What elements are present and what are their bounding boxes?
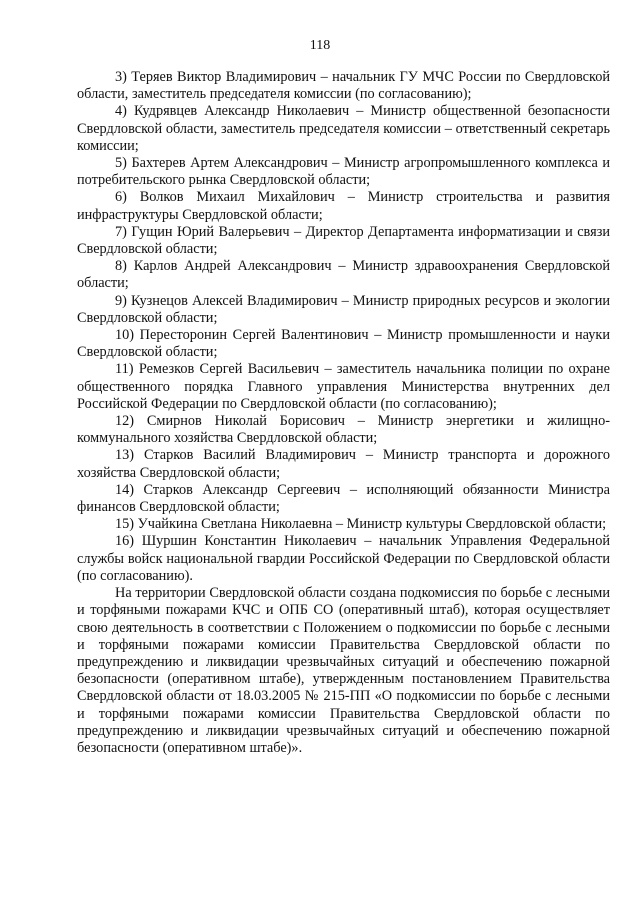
- document-body: [77, 69, 610, 757]
- list-item: 13) Старков Василий Владимирович – Министр транспорта и дорожного хозяйства Свердловской области;: [77, 447, 610, 481]
- list-item: 3) Теряев Виктор Владимирович – начальник ГУ МЧС России по Свердловской области, заместитель председателя комиссии (по согласованию);: [77, 69, 610, 103]
- page-number: 118: [309, 38, 331, 53]
- list-item: 14) Старков Александр Сергеевич – исполняющий обязанности Министра финансов Свердловской области;: [77, 481, 610, 516]
- list-item: 11) Ремезков Сергей Васильевич – заместитель начальника полиции по охране общественного порядка Главного управления Министерства внутренних дел Российской Федерации по Свердловской области (по согласованию);: [77, 361, 610, 412]
- list-item: 15) Учайкина Светлана Николаевна – Министр культуры Свердловской области;: [115, 516, 607, 533]
- list-item: 12) Смирнов Николай Борисович – Министр энергетики и жилищно-коммунального хозяйства Свердловской области;: [77, 413, 610, 447]
- list-item: 6) Волков Михаил Михайлович – Министр строительства и развития инфраструктуры Свердловской области;: [77, 189, 610, 223]
- list-item: 16) Шуршин Константин Николаевич – начальник Управления Федеральной службы войск национальной гвардии Российской Федерации по Свердловской области (по согласованию).: [77, 533, 610, 584]
- list-item: 4) Кудрявцев Александр Николаевич – Министр общественной безопасности Свердловской области, заместитель председателя комиссии – ответственный секретарь комиссии;: [77, 103, 610, 154]
- list-item: 8) Карлов Андрей Александрович – Министр здравоохранения Свердловской области;: [77, 258, 610, 292]
- list-item: 10) Пересторонин Сергей Валентинович – Министр промышленности и науки Свердловской области;: [77, 327, 610, 361]
- list-item: 5) Бахтерев Артем Александрович – Министр агропромышленного комплекса и потребительского рынка Свердловской области;: [77, 155, 610, 189]
- list-item: 9) Кузнецов Алексей Владимирович – Министр природных ресурсов и экологии Свердловской области;: [77, 292, 610, 326]
- list-item: 7) Гущин Юрий Валерьевич – Директор Департамента информатизации и связи Свердловской области;: [77, 223, 610, 258]
- closing-paragraph: На территории Свердловской области создана подкомиссия по борьбе с лесными и торфяными пожарами КЧС и ОПБ СО (оперативный штаб), которая осуществляет свою деятельность в соответствии с Положением о подкомиссии по борьбе с лесными и торфяными пожарами комиссии Правительства Свердловской области по предупреждению и ликвидации чрезвычайных ситуаций и обеспечению пожарной безопасности (оперативном штабе), утвержденным постановлением Правительства Свердловской области от 18.03.2005 № 215-ПП «О подкомиссии по борьбе с лесными и торфяными пожарами комиссии Правительства Свердловской области по предупреждению и ликвидации чрезвычайных ситуаций и обеспечению пожарной безопасности (оперативном штабе)».: [77, 585, 610, 756]
